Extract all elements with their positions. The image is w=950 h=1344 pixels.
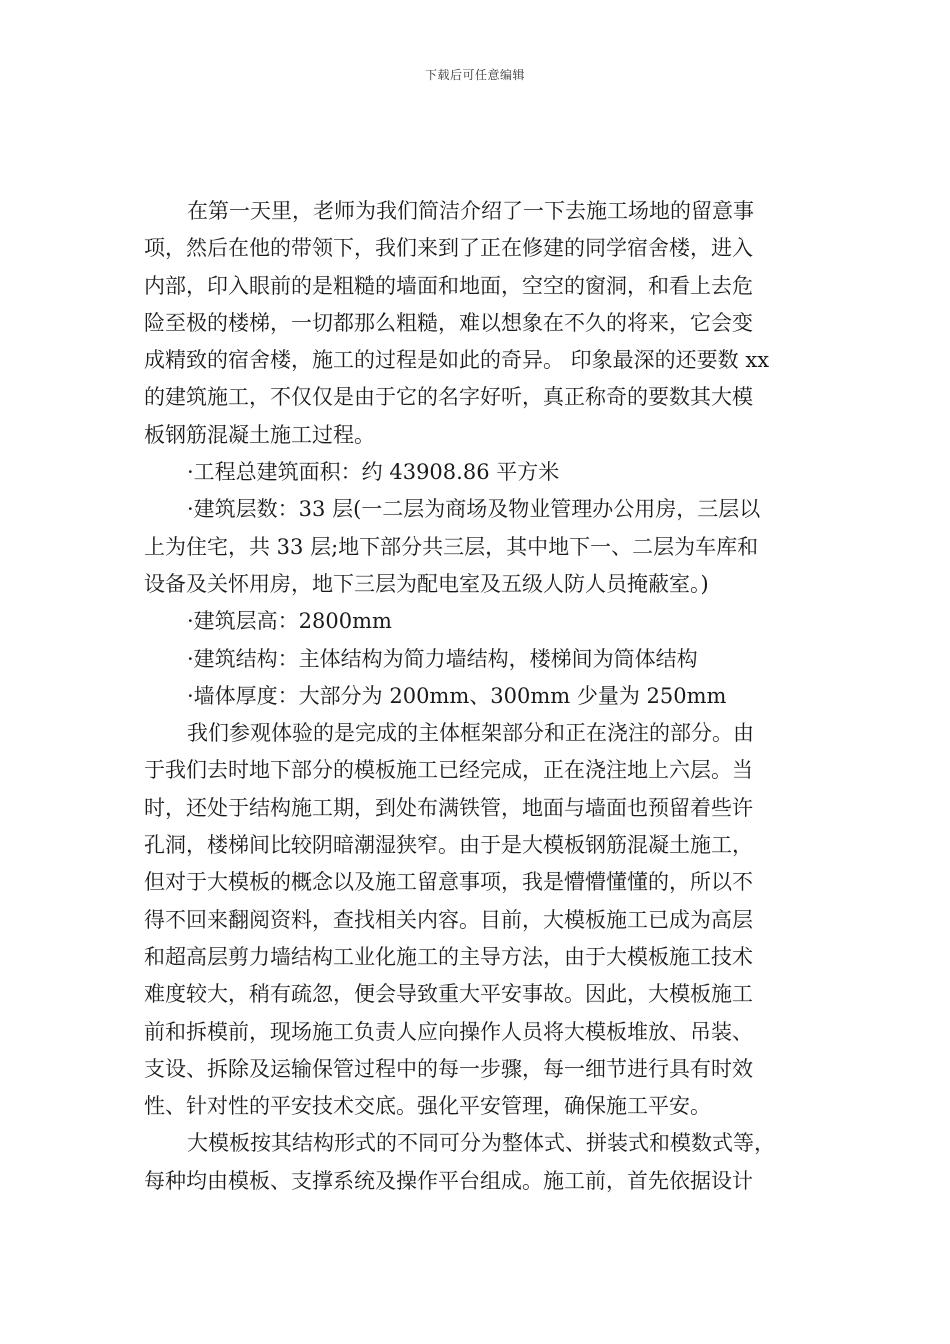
text-line: 内部，印入眼前的是粗糙的墙面和地面，空空的窗洞，和看上去危 (144, 273, 753, 298)
text-line: ·墙体厚度：大部分为 200mm、300mm 少量为 250mm (187, 683, 727, 708)
text-line: 但对于大模板的概念以及施工留意事项，我是懵懵懂懂的，所以不 (144, 870, 753, 895)
page-header: 下载后可任意编辑 (424, 68, 525, 82)
text-line: ·建筑层数：33 层(一二层为商场及物业管理办公用房，三层以 (187, 497, 761, 522)
text-line: 上为住宅，共 33 层;地下部分共三层，其中地下一、二层为车库和 (144, 534, 759, 559)
text-line: 大模板按其结构形式的不同可分为整体式、拼装式和模数式等， (187, 1131, 775, 1156)
text-line: 我们参观体验的是完成的主体框架部分和正在浇注的部分。由 (187, 721, 754, 746)
text-line: 前和拆模前，现场施工负责人应向操作人员将大模板堆放、吊装、 (144, 1019, 753, 1044)
text-line: 成精致的宿舍楼，施工的过程是如此的奇异。 印象最深的还要数 xx (144, 348, 770, 373)
text-line: 设备及关怀用房，地下三层为配电室及五级人防人员掩蔽室。) (144, 571, 709, 596)
text-line: 和超高层剪力墙结构工业化施工的主导方法，由于大模板施工技术 (144, 944, 753, 969)
text-line: 在第一天里，老师为我们简洁介绍了一下去施工场地的留意事 (187, 199, 754, 223)
text-line: ·建筑层高：2800mm (187, 609, 392, 634)
text-line: 时，还处于结构施工期，到处布满铁管，地面与墙面也预留着些许 (144, 795, 753, 820)
text-line: ·建筑结构：主体结构为简力墙结构，楼梯间为筒体结构 (187, 646, 698, 671)
text-line: 得不回来翻阅资料，查找相关内容。目前，大模板施工已成为高层 (144, 907, 753, 932)
text-line: 板钢筋混凝土施工过程。 (144, 422, 375, 447)
text-line: 险至极的楼梯，一切都那么粗糙，难以想象在不久的将来，它会变 (144, 310, 753, 335)
document-body (144, 193, 809, 1200)
text-line: 支设、拆除及运输保管过程中的每一步骤，每一细节进行具有时效 (144, 1056, 753, 1081)
text-line: 项，然后在他的带领下，我们来到了正在修建的同学宿舍楼，进入 (144, 236, 753, 261)
text-line: 孔洞，楼梯间比较阴暗潮湿狭窄。由于是大模板钢筋混凝土施工， (144, 833, 753, 858)
text-line: ·工程总建筑面积：约 43908.86 平方米 (187, 460, 560, 485)
text-line: 每种均由模板、支撑系统及操作平台组成。施工前，首先依据设计 (144, 1168, 753, 1193)
text-line: 的建筑施工，不仅仅是由于它的名字好听，真正称奇的要数其大模 (144, 385, 753, 410)
text-line: 性、针对性的平安技术交底。强化平安管理，确保施工平安。 (144, 1094, 711, 1119)
text-line: 于我们去时地下部分的模板施工已经完成，正在浇注地上六层。当 (144, 758, 753, 783)
text-line: 难度较大，稍有疏忽，便会导致重大平安事故。因此，大模板施工 (144, 982, 753, 1007)
